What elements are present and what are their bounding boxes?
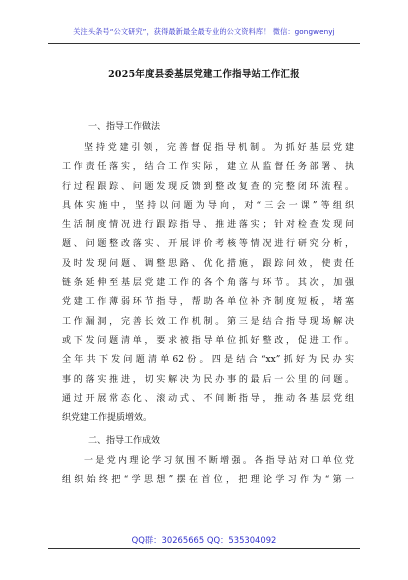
section-heading-1: 一、指导工作做法 (88, 122, 161, 132)
paragraph-line: 具体实施中，坚持以问题为导向，对“三会一课”等组织 (62, 200, 354, 211)
header-divider (48, 43, 360, 44)
paragraph-line: 全年共下发问题清单62份。四是结合“xx”抓好为民办实 (62, 355, 354, 366)
section-body-2 (62, 452, 354, 491)
paragraph-line: 事的落实推进，切实解决为民办事的最后一公里的问题。 (62, 374, 354, 385)
footer-divider (48, 548, 360, 549)
paragraph-line: 生活制度情况进行跟踪指导、推进落实；针对检查发现问 (62, 220, 354, 231)
paragraph-line: 织党建工作提质增效。 (62, 413, 153, 424)
paragraph-line: 或下发问题清单，要求被指导单位抓好整改，促进工作。 (62, 335, 354, 346)
paragraph-line: 链条延伸至基层党建工作的各个角落与环节。其次，加强 (62, 278, 354, 289)
paragraph-line: 组织始终把“学思想”摆在首位，把理论学习作为“第一 (62, 475, 354, 486)
paragraph-line: 坚持党建引领，完善督促指导机制。为抓好基层党建 (84, 143, 354, 153)
paragraph-line: 题、问题整改落实、开展评价考核等情况进行研究分析， (62, 239, 354, 250)
paragraph-line: 行过程跟踪、问题发现反馈到整改复查的完整闭环流程。 (62, 181, 354, 192)
paragraph-line: 工作责任落实，结合工作实际，建立从监督任务部署、执 (62, 162, 354, 173)
paragraph-line: 及时发现问题、调整思路、优化措施，跟踪问效，使责任 (62, 258, 354, 269)
footer-contact: QQ群：30265665 QQ：535304092 (131, 535, 277, 545)
header-banner: 关注头条号“公文研究”，获得最新最全最专业的公文资料库！ 微信：gongwenyj (73, 27, 335, 36)
section-body-1 (62, 139, 354, 428)
paragraph-line: 工作漏洞，完善长效工作机制。第三是结合指导现场解决 (62, 316, 354, 327)
section-heading-2: 二、指导工作成效 (88, 436, 161, 446)
paragraph-line: 党建工作薄弱环节指导，帮助各单位补齐制度短板，堵塞 (62, 297, 354, 308)
paragraph-line: 通过开展常态化、滚动式、不间断指导，推动各基层党组 (62, 393, 354, 404)
paragraph-line: 一是党内理论学习氛围不断增强。各指导站对口单位党 (84, 456, 354, 466)
document-title: 2025年度县委基层党建工作指导站工作汇报 (108, 69, 300, 80)
